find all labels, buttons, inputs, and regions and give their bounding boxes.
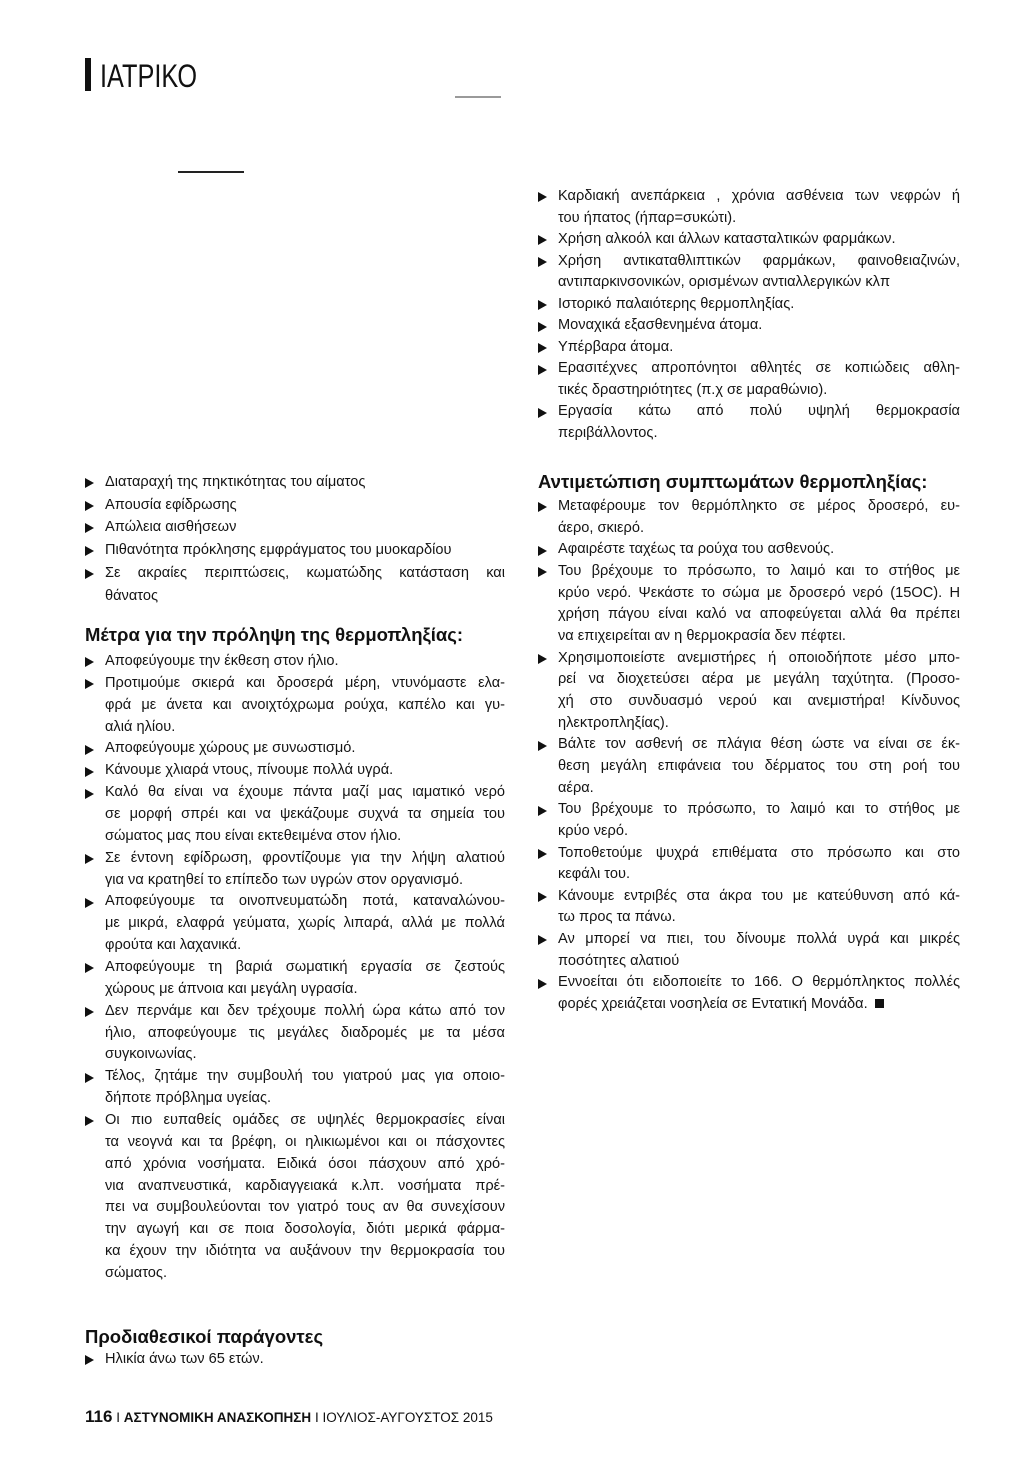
text-line: φρούτα και λαχανικά. <box>105 937 242 954</box>
bullet-triangle-icon <box>85 501 94 511</box>
text-line: Ερασιτέχνες απροπόνητοι αθλητές σε κοπιώδεις αθλη- <box>558 360 960 377</box>
list-item <box>85 539 505 562</box>
text-line: Σε ακραίες περιπτώσεις, κωματώδης κατάσταση και <box>105 564 505 581</box>
list-item <box>85 516 505 539</box>
list-item <box>85 1066 505 1110</box>
text-line: Τοποθετούμε ψυχρά επιθέματα στο πρόσωπο και στο <box>558 844 960 861</box>
predisposing-factors-list <box>85 1349 505 1371</box>
text-line: Κάνουμε εντριβές στα άκρα του με κατεύθυνση από κά- <box>558 887 960 904</box>
bullet-triangle-icon <box>85 854 94 864</box>
text-line: ποσότητες αλατιού <box>558 952 680 969</box>
bullet-triangle-icon <box>538 192 547 202</box>
list-item <box>538 972 960 1015</box>
footer-separator: I <box>314 1410 319 1425</box>
text-line: Αποφεύγουμε χώρους με συνωστισμό. <box>105 740 356 757</box>
text-line: Τέλος, ζητάμε την συμβουλή του γιατρού μας για οποιο- <box>105 1068 505 1085</box>
list-item <box>85 760 505 782</box>
text-line: Του βρέχουμε το πρόσωπο, το λαιμό και το στήθος με <box>558 801 960 818</box>
text-line: νια αναπνευστικά, καρδιαγγειακά κ.λπ. νοσήματα πρέ- <box>105 1177 505 1194</box>
text-line: φρά με άνετα και ανοιχτόχρωμα ρούχα, καπέλο και γυ- <box>105 696 505 713</box>
text-line: Ηλικία άνω των 65 ετών. <box>105 1351 264 1367</box>
bullet-triangle-icon <box>538 300 547 310</box>
text-line: Διαταραχή της πηκτικότητας του αίματος <box>105 474 366 490</box>
text-line: Υπέρβαρα άτομα. <box>558 338 674 355</box>
bullet-triangle-icon <box>85 679 94 689</box>
text-line: Του βρέχουμε το πρόσωπο, το λαιμό και το στήθος με <box>558 562 960 579</box>
bullet-triangle-icon <box>85 1073 94 1083</box>
bullet-triangle-icon <box>538 502 547 512</box>
list-item <box>85 848 505 892</box>
footer-separator: I <box>116 1410 120 1425</box>
list-item <box>538 186 960 229</box>
bullet-triangle-icon <box>538 849 547 859</box>
list-item <box>85 1349 505 1371</box>
bullet-triangle-icon <box>538 654 547 664</box>
divider-rule <box>178 171 244 173</box>
text-line: Αποφεύγουμε την έκθεση στον ήλιο. <box>105 653 339 669</box>
prevention-list <box>85 651 505 1285</box>
text-line: Χρήση αντικαταθλιπτικών φαρμάκων, φαινοθειαζινών, <box>558 252 960 269</box>
text-line: χώρους με άπνοια και μεγάλη υγρασία. <box>105 980 358 997</box>
bullet-triangle-icon <box>538 806 547 816</box>
list-item <box>538 294 960 316</box>
text-line: Μοναχικά εξασθενημένα άτομα. <box>558 317 763 334</box>
bullet-triangle-icon <box>85 1007 94 1017</box>
list-item <box>538 315 960 337</box>
list-item <box>538 929 960 972</box>
bullet-triangle-icon <box>85 1355 94 1365</box>
bullet-triangle-icon <box>538 343 547 353</box>
bullet-triangle-icon <box>538 741 547 751</box>
text-line: Καρδιακή ανεπάρκεια , χρόνια ασθένεια των νεφρών ή <box>558 188 960 204</box>
text-line: να επιχειρείται αν η θερμοκρασία δεν πέφτει. <box>558 627 846 644</box>
page-number: 116 <box>85 1407 113 1426</box>
text-line: Εργασία κάτω από πολύ υψηλή θερμοκρασία <box>558 403 960 420</box>
text-line: τα νεογνά και τα βρέφη, οι ηλικιωμένοι και οι πάσχοντες <box>105 1133 505 1150</box>
bullet-triangle-icon <box>538 979 547 989</box>
text-line: Οι πιο ευπαθείς ομάδες σε υψηλές θερμοκρασίες είναι <box>105 1112 505 1129</box>
bullet-triangle-icon <box>85 898 94 908</box>
bullet-triangle-icon <box>85 523 94 533</box>
text-line: Απώλεια αισθήσεων <box>105 519 237 536</box>
text-line: θάνατος <box>105 587 158 604</box>
text-line: ήλιο, αποφεύγουμε τις μεγάλες διαδρομές με τα μέσα <box>105 1024 505 1041</box>
treatment-heading: Αντιμετώπιση συμπτωμάτων θερμοπληξίας: <box>538 471 928 492</box>
text-line: τω προς τα πάνω. <box>558 909 676 926</box>
bullet-triangle-icon <box>538 257 547 267</box>
text-line: Αποφεύγουμε τα οινοπνευματώδη ποτά, καταναλώνου- <box>105 893 505 910</box>
bullet-triangle-icon <box>85 963 94 973</box>
list-item <box>85 673 505 739</box>
bullet-triangle-icon <box>538 322 547 332</box>
list-item <box>85 651 505 673</box>
list-item <box>85 1001 505 1067</box>
list-item <box>538 843 960 886</box>
text-line: πει να συμβουλεύονται τον γιατρό τους αν θα συνεχίσουν <box>105 1199 505 1216</box>
list-item <box>538 229 960 251</box>
text-line: ηλεκτροπληξίας). <box>558 714 669 731</box>
bullet-triangle-icon <box>538 546 547 556</box>
text-line: Αποφεύγουμε τη βαριά σωματική εργασία σε ζεστούς <box>105 959 505 976</box>
list-item <box>538 799 960 842</box>
text-line: ρεί να διοχετεύσει αέρα με μεγάλη ταχύτητα. (Προσο- <box>558 671 960 688</box>
bullet-triangle-icon <box>85 745 94 755</box>
list-item <box>538 496 960 539</box>
text-line: Δεν περνάμε και δεν τρέχουμε πολλή ώρα κάτω από τον <box>105 1002 505 1019</box>
bullet-triangle-icon <box>85 1116 94 1126</box>
bullet-triangle-icon <box>85 767 94 777</box>
text-line: άερο, σκιερό. <box>558 519 644 536</box>
text-line: με μικρά, ελαφρά γεύματα, χωρίς λιπαρά, αλλά με πολλά <box>105 915 505 932</box>
end-of-article-square-icon <box>875 999 884 1008</box>
predisposing-factors-heading: Προδιαθεσικοί παράγοντες <box>85 1326 324 1347</box>
text-line: αέρα. <box>558 779 594 796</box>
list-item <box>85 782 505 848</box>
text-line: αντιπαρκινσονικών, ορισμένων αντιαλλεργικών κλπ <box>558 274 891 291</box>
text-line: περιβάλλοντος. <box>558 425 658 442</box>
bullet-triangle-icon <box>85 569 94 579</box>
text-line: Προτιμούμε σκιερά και δροσερά μέρη, ντυνόμαστε ελα- <box>105 674 505 691</box>
list-item <box>85 957 505 1001</box>
text-line: κεφάλι του. <box>558 866 631 883</box>
text-line: φορές χρειάζεται νοσηλεία σε Εντατική Μονάδα. <box>558 994 960 1016</box>
list-item <box>85 562 505 607</box>
text-line: χή στο συνδυασμό νερού και ανεμιστήρα! Κίνδυνος <box>558 692 960 709</box>
text-line: τικές δραστηριότητες (π.χ σε μαραθώνιο). <box>558 381 828 398</box>
list-item <box>85 1110 505 1285</box>
text-line: αλιά ηλίου. <box>105 718 176 735</box>
text-line: Απουσία εφίδρωσης <box>105 496 237 513</box>
text-line: Αν μπορεί να πιει, του δίνουμε πολλά υγρά και μικρές <box>558 931 960 948</box>
section-title: ΙΑΤΡΙΚΟ <box>100 58 198 94</box>
text-line: συγκοινωνίας. <box>105 1046 197 1063</box>
text-line: την αγωγή και σε ποια δοσολογία, διότι μερικά φάρμα- <box>105 1221 505 1238</box>
bullet-triangle-icon <box>538 567 547 577</box>
text-line: σώματος μας που είναι εκτεθειμένα στον ήλιο. <box>105 827 402 844</box>
list-item <box>538 886 960 929</box>
list-item <box>538 561 960 648</box>
list-item <box>538 251 960 294</box>
bullet-triangle-icon <box>85 657 94 667</box>
treatment-list <box>538 496 960 1016</box>
bullet-triangle-icon <box>538 892 547 902</box>
text-line: για να κρατηθεί το επίπεδο των υγρών στον οργανισμό. <box>105 871 464 888</box>
text-line: Μεταφέρουμε τον θερμόπληκτο σε μέρος δροσερό, ευ- <box>558 498 960 514</box>
bullet-triangle-icon <box>538 935 547 945</box>
text-line: του ήπατος (ήπαρ=συκώτι). <box>558 209 737 226</box>
list-item <box>538 734 960 799</box>
text-line: Χρήση αλκοόλ και άλλων κατασταλτικών φαρμάκων. <box>558 231 896 248</box>
text-line: χρήση πάγου είναι καλό να αποφεύγεται αλλά θα πρέπει <box>558 606 960 623</box>
bullet-triangle-icon <box>85 478 94 488</box>
text-line: Αφαιρέστε ταχέως τα ρούχα του ασθενούς. <box>558 541 835 558</box>
text-line: σώματος. <box>105 1265 168 1282</box>
bullet-triangle-icon <box>85 789 94 799</box>
list-item <box>85 471 505 494</box>
divider-rule <box>455 96 501 98</box>
list-item <box>538 401 960 444</box>
bullet-triangle-icon <box>538 365 547 375</box>
list-item <box>538 337 960 359</box>
predisposing-factors-continued-list <box>538 186 960 445</box>
text-line: Κάνουμε χλιαρά ντους, πίνουμε πολλά υγρά. <box>105 762 394 779</box>
text-line: από χρόνια νοσήματα. Ειδικά όσοι πάσχουν από χρό- <box>105 1155 505 1172</box>
text-line: Σε έντονη εφίδρωση, φροντίζουμε για την λήψη αλατιού <box>105 849 505 866</box>
text-line: δήποτε πρόβλημα υγείας. <box>105 1090 272 1107</box>
text-line: κα έχουν την ιδιότητα να αυξάνουν την θερμοκρασία του <box>105 1243 505 1260</box>
text-line: θεση μεγάλη επιφάνεια του δέρματος του στη ροή του <box>558 757 960 774</box>
list-item <box>85 494 505 517</box>
bullet-triangle-icon <box>538 235 547 245</box>
text-line: Βάλτε τον ασθενή σε πλάγια θέση ώστε να είναι σε έκ- <box>558 736 960 753</box>
text-line: Ιστορικό παλαιότερης θερμοπληξίας. <box>558 295 795 312</box>
section-marker-bar <box>85 58 91 91</box>
list-item <box>85 738 505 760</box>
list-item <box>538 358 960 401</box>
text-line: κρύο νερό. <box>558 822 629 839</box>
issue-date: ΙΟΥΛΙΟΣ-ΑΥΓΟΥΣΤΟΣ 2015 <box>322 1410 493 1425</box>
list-item <box>538 648 960 735</box>
text-line: Εννοείται ότι ειδοποιείτε το 166. Ο θερμόπληκτος πολλές <box>558 974 960 991</box>
text-line: Καλό θα είναι να έχουμε πάντα μαζί μας ιαματικό νερό <box>105 784 505 801</box>
list-item <box>538 539 960 561</box>
text-line: Πιθανότητα πρόκλησης εμφράγματος του μυοκαρδίου <box>105 542 452 559</box>
bullet-triangle-icon <box>85 546 94 556</box>
page-footer <box>85 1406 493 1429</box>
text-line: σε μορφή σπρέι και να ψεκάζουμε συχνά τα σημεία του <box>105 806 505 823</box>
list-item <box>85 891 505 957</box>
text-line: Χρησιμοποιείστε ανεμιστήρες ή οποιοδήποτε μέσο μπο- <box>558 649 960 666</box>
magazine-title: ΑΣΤΥΝΟΜΙΚΗ ΑΝΑΣΚΟΠΗΣΗ <box>123 1410 312 1425</box>
text-line: κρύο νερό. Ψεκάστε το σώμα με δροσερό νερό (15ΟC). Η <box>558 584 960 601</box>
prevention-heading: Μέτρα για την πρόληψη της θερμοπληξίας: <box>85 624 464 645</box>
complications-list <box>85 471 505 607</box>
bullet-triangle-icon <box>538 408 547 418</box>
